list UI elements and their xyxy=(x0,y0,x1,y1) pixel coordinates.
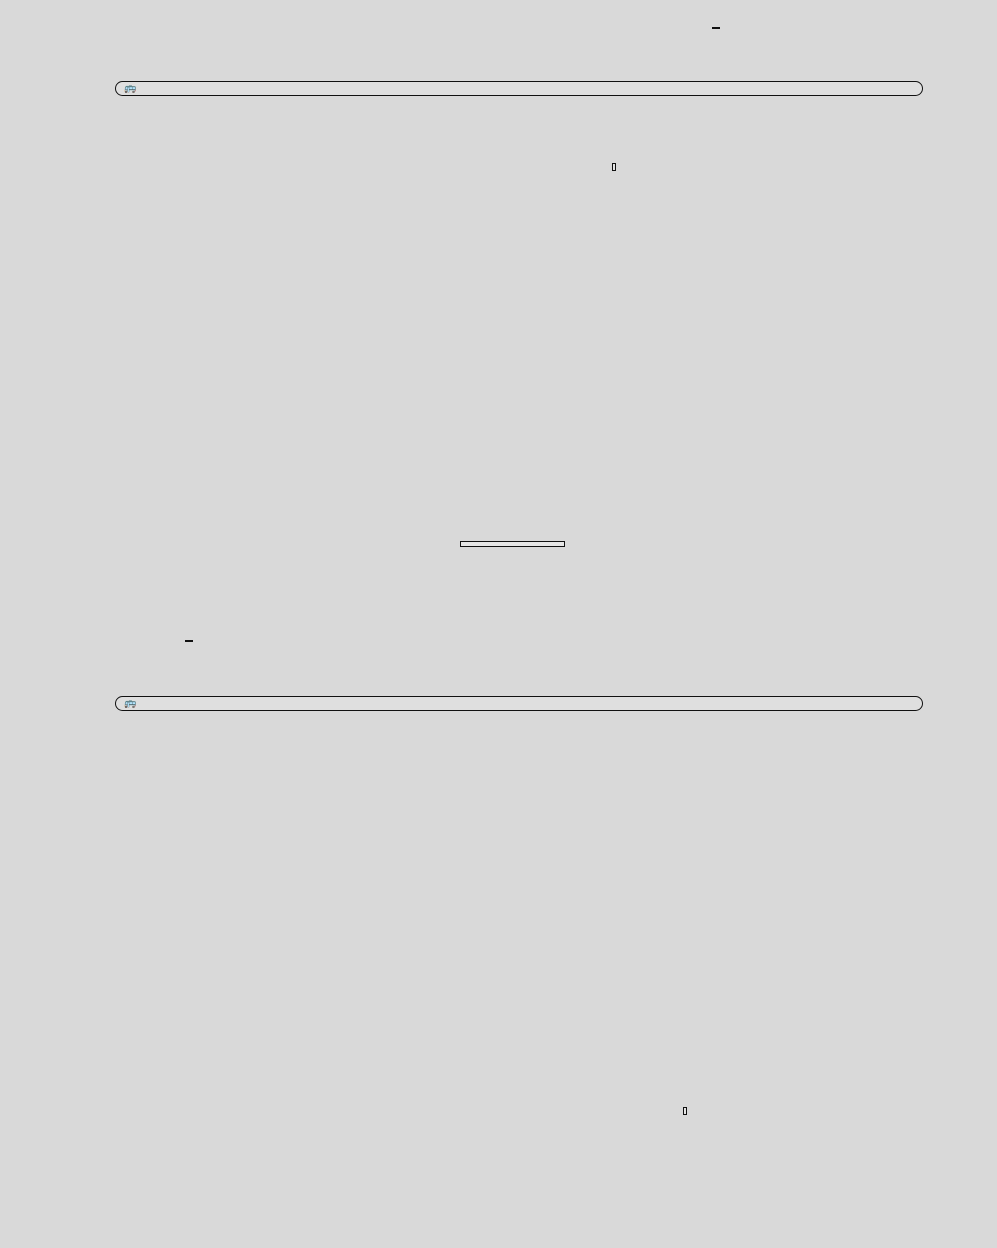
bottom-vertical-note xyxy=(683,1107,687,1115)
top-bus-note xyxy=(115,81,923,96)
bus-icon: 🚌 xyxy=(124,698,137,709)
bottom-frac-top xyxy=(185,640,193,642)
bottom-bus-note xyxy=(115,696,923,711)
connection-note xyxy=(460,541,565,547)
watermark xyxy=(60,0,832,520)
top-fraction xyxy=(712,27,720,29)
top-frac-top xyxy=(712,27,720,29)
top-vertical-note xyxy=(612,163,616,171)
bus-icon: 🚌 xyxy=(124,83,137,94)
bottom-fraction xyxy=(185,640,193,642)
